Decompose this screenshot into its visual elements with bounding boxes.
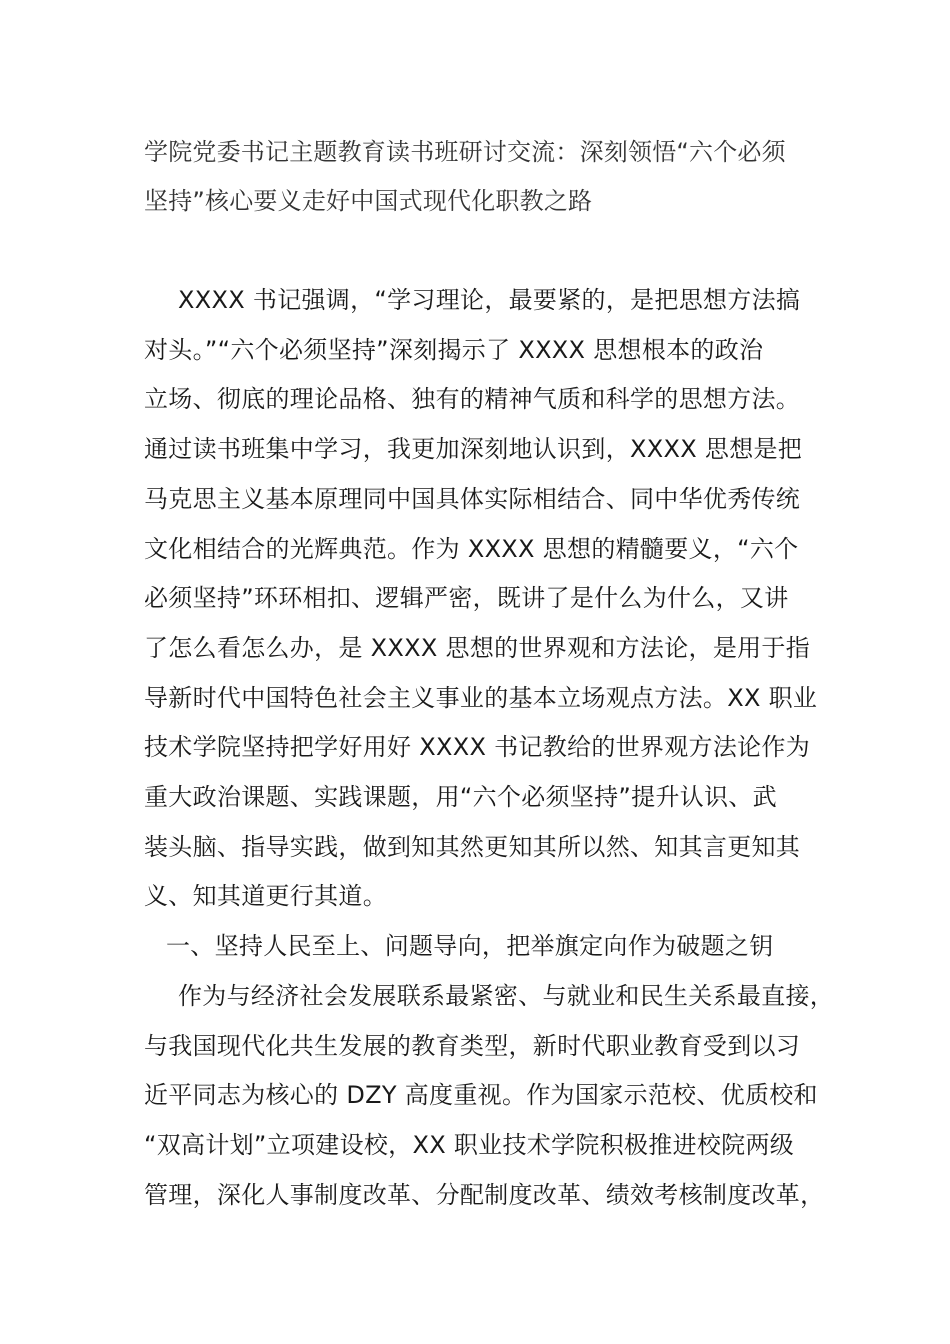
paragraph-line: 马克思主义基本原理同中国具体实际相结合、同中华优秀传统 xyxy=(144,484,801,513)
paragraph-line: 必须坚持”环环相扣、逻辑严密，既讲了是什么为什么，又讲 xyxy=(144,584,789,613)
paragraph-line: 导新时代中国特色社会主义事业的基本立场观点方法。XX 职业 xyxy=(144,683,818,712)
paragraph-line: 作为与经济社会发展联系最紧密、与就业和民生关系最直接， xyxy=(178,981,835,1010)
paragraph-line: 对头。”“六个必须坚持”深刻揭示了 XXXX 思想根本的政治 xyxy=(144,335,764,364)
paragraph-line: 近平同志为核心的 DZY 高度重视。作为国家示范校、优质校和 xyxy=(144,1081,818,1110)
section-heading-line: 一、坚持人民至上、问题导向，把举旗定向作为破题之钥 xyxy=(166,932,774,961)
title-line: 学院党委书记主题教育读书班研讨交流：深刻领悟“六个必须 xyxy=(144,138,786,166)
paragraph-line: “双高计划”立项建设校，XX 职业技术学院积极推进校院两级 xyxy=(144,1130,795,1159)
paragraph-line: 文化相结合的光辉典范。作为 XXXX 思想的精髓要义，“六个 xyxy=(144,534,799,563)
paragraph-line: XXXX 书记强调，“学习理论，最要紧的，是把思想方法搞 xyxy=(178,286,801,314)
paragraph-line: 与我国现代化共生发展的教育类型，新时代职业教育受到以习 xyxy=(144,1031,801,1060)
paragraph-line: 管理，深化人事制度改革、分配制度改革、绩效考核制度改革， xyxy=(144,1180,825,1209)
document-body xyxy=(144,276,835,1220)
paragraph-line: 装头脑、指导实践，做到知其然更知其所以然、知其言更知其 xyxy=(144,832,801,861)
paragraph-intro xyxy=(144,276,818,922)
paragraph-line: 了怎么看怎么办，是 XXXX 思想的世界观和方法论，是用于指 xyxy=(144,633,811,662)
document-title xyxy=(144,128,814,226)
paragraph-line: 技术学院坚持把学好用好 XXXX 书记教给的世界观方法论作为 xyxy=(144,733,811,762)
paragraph-line: 义、知其道更行其道。 xyxy=(144,882,387,911)
section-heading xyxy=(144,922,814,972)
paragraph-section-one xyxy=(144,972,835,1221)
paragraph-line: 通过读书班集中学习，我更加深刻地认识到，XXXX 思想是把 xyxy=(144,435,803,464)
paragraph-line: 重大政治课题、实践课题，用“六个必须坚持”提升认识、武 xyxy=(144,783,777,812)
title-line: 坚持”核心要义走好中国式现代化职教之路 xyxy=(144,187,593,215)
paragraph-line: 立场、彻底的理论品格、独有的精神气质和科学的思想方法。 xyxy=(144,385,801,414)
